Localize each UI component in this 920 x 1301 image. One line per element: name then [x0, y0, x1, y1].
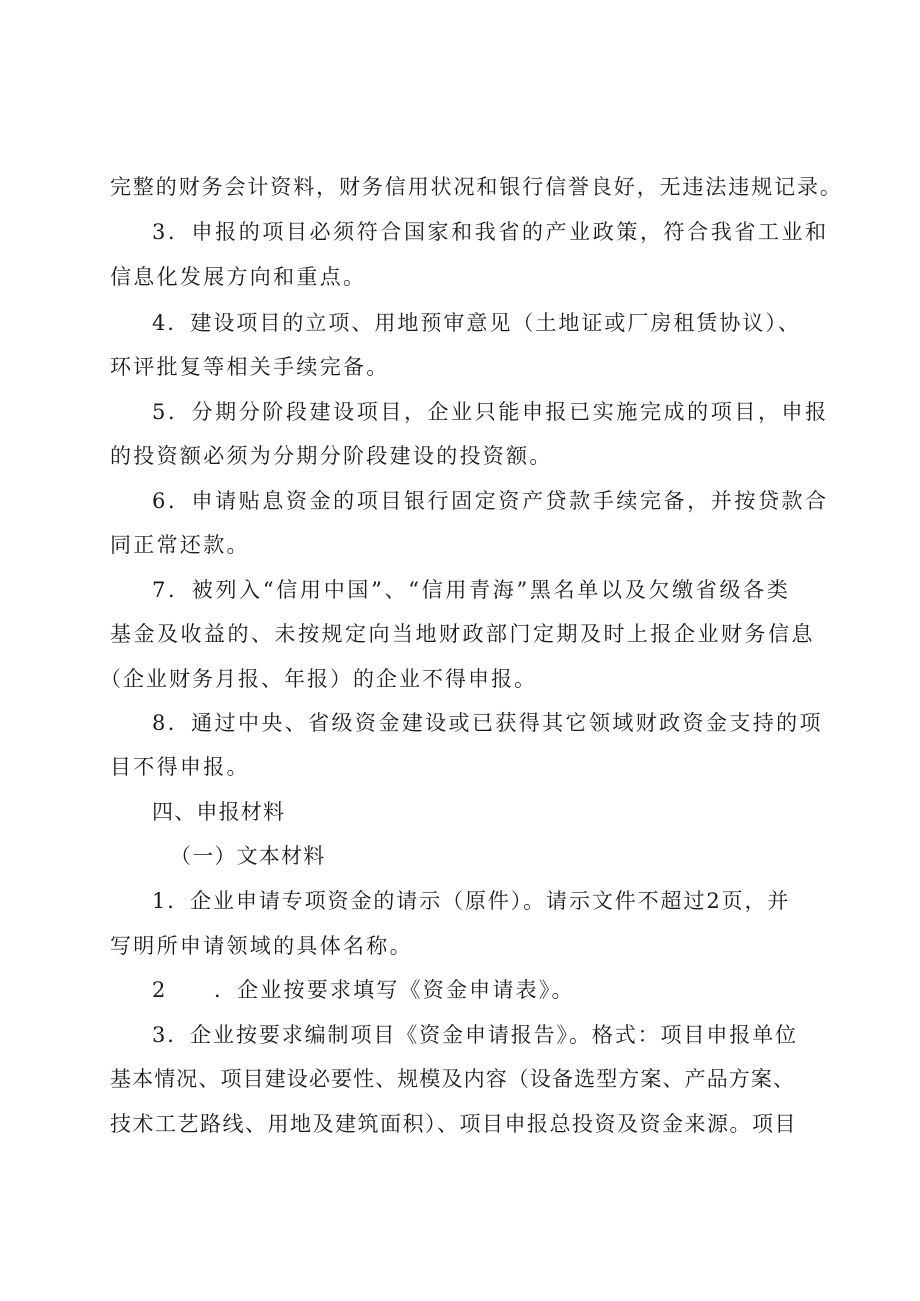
paragraph-line: （企业财务月报、年报）的企业不得申报。: [100, 667, 537, 691]
requirement-7-line: 7．被列入“信用中国”、“信用青海”黑名单以及欠缴省级各类: [152, 578, 791, 602]
requirement-3-line: 3．申报的项目必须符合国家和我省的产业政策，符合我省工业和: [152, 220, 829, 244]
paragraph-line: 写明所申请领域的具体名称。: [110, 934, 413, 958]
requirement-4-line: 4．建设项目的立项、用地预审意见（土地证或厂房租赁协议）、: [152, 311, 801, 335]
paragraph-line: 目不得申报。: [110, 755, 250, 779]
requirement-8-line: 8．通过中央、省级资金建设或已获得其它领域财政资金支持的项: [152, 711, 823, 735]
section-heading: 四、申报材料: [152, 800, 286, 824]
paragraph-line: 环评批复等相关手续完备。: [110, 355, 390, 379]
requirement-6-line: 6．申请贴息资金的项目银行固定资产贷款手续完备，并按贷款合: [152, 489, 829, 513]
paragraph-line: 完整的财务会计资料，财务信用状况和银行信誉良好，无违法违规记录。: [110, 175, 843, 199]
material-1-line: 1．企业申请专项资金的请示（原件）。请示文件不超过2页，并: [152, 889, 791, 913]
paragraph-line: 同正常还款。: [110, 533, 250, 557]
requirement-5-line: 5．分期分阶段建设项目，企业只能申报已实施完成的项目，申报: [152, 400, 829, 424]
material-2-line: 2 ．企业按要求填写《资金申请表》。: [152, 978, 575, 1002]
paragraph-line: 信息化发展方向和重点。: [110, 265, 367, 289]
material-3-line: 3．企业按要求编制项目《资金申请报告》。格式：项目申报单位: [152, 1023, 798, 1047]
subsection-heading: （一）文本材料: [170, 844, 326, 868]
paragraph-line: 基本情况、项目建设必要性、规模及内容（设备选型方案、产品方案、: [110, 1067, 796, 1091]
paragraph-line: 基金及收益的、未按规定向当地财政部门定期及时上报企业财务信息: [110, 622, 815, 646]
paragraph-line: 技术工艺路线、用地及建筑面积）、项目申报总投资及资金来源。项目: [110, 1112, 797, 1136]
paragraph-line: 的投资额必须为分期分阶段建设的投资额。: [110, 444, 553, 468]
